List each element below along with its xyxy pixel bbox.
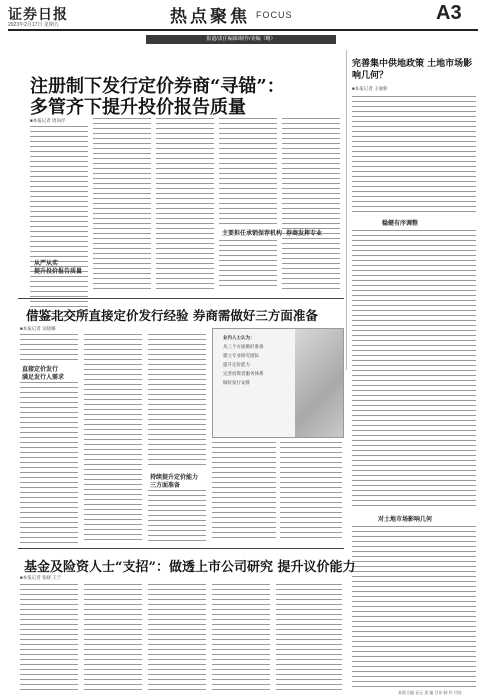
section-title: 热点聚焦 (170, 7, 250, 27)
article3-byline: ■本报记者 张晓 王宁 (20, 575, 62, 580)
article2-subhead1: 直接定价发行 (22, 366, 59, 373)
article2-subhead2b: 三方面准备 (150, 482, 181, 489)
quote-box (212, 328, 344, 438)
sidebar-subhead2: 对土地市场影响几何 (378, 516, 433, 523)
article1-headline-line1: 注册制下发行定价券商“寻锚”： (30, 76, 285, 97)
article-divider-1 (18, 298, 344, 299)
reporter-photo (295, 329, 343, 437)
page-number: A3 (436, 2, 462, 24)
article1-col4-text (219, 118, 277, 228)
article3-col2-text (84, 584, 142, 694)
quote-line-5: 做好发行安排 (223, 380, 250, 385)
quote-line-2: 建立专业研究团队 (223, 353, 259, 358)
sidebar-title: 完善集中供地政策 土地市场影响几何？ (352, 59, 473, 81)
quote-line-1: 从三个方面做好准备 (223, 344, 264, 349)
article1-subhead3: 主要担任承销保荐机构 (222, 230, 283, 237)
article1-subhead1: 从严从实 (34, 260, 59, 267)
quote-line-4: 完善投资者服务体系 (223, 371, 264, 376)
sidebar-text-3 (352, 526, 476, 691)
article2-col1-text (20, 334, 78, 364)
article1-subhead1b: 提升投价报告质量 (34, 268, 83, 275)
article2-col3-text (148, 334, 206, 469)
article3-col1-text (20, 584, 78, 694)
article1-subhead4: 券商发挥专业 (286, 230, 323, 237)
masthead-rule (8, 29, 478, 31)
article2-col2-text (84, 334, 142, 544)
sidebar-byline: ■本报记者 王丽新 (352, 86, 388, 91)
quote-head: 业内人士认为： (223, 335, 255, 340)
sidebar-text-1 (352, 96, 476, 216)
page-footer: 本版主编 袁元 责 编 吕东 制 作 闫亮 (398, 690, 462, 695)
article3-headline: 基金及险资人士“支招”：做透上市公司研究 提升议价能力 (24, 560, 356, 575)
sidebar-text-2 (352, 230, 476, 510)
article3-col4-text (212, 584, 270, 694)
article1-col5-text (282, 118, 340, 293)
article1-col3-text (156, 118, 214, 293)
article3-col3-text (148, 584, 206, 694)
article1-col2-text (93, 118, 151, 293)
sidebar-divider (346, 50, 347, 370)
article2-headline: 借鉴北交所直接定价发行经验 券商需做好三方面准备 (26, 308, 318, 323)
article1-headline-line2: 多管齐下提升投价报告质量 (30, 97, 246, 118)
article2-col4-text (212, 442, 276, 542)
sidebar-subhead: 稳健有序调整 (382, 220, 419, 227)
article2-byline: ■本报记者 吴晓璐 (20, 326, 56, 331)
issue-date: 2023年2月17日 星期五 (8, 22, 59, 28)
article2-subhead2: 持续提升定价能力 (150, 474, 199, 481)
article-divider-2 (18, 548, 344, 549)
section-subtitle: FOCUS (256, 10, 293, 20)
article3-col5-text (276, 584, 342, 694)
quote-line-3: 提升定价能力 (223, 362, 250, 367)
article1-byline: ■本报记者 周尚伃 (30, 118, 66, 123)
article2-col5-text (280, 442, 342, 542)
editor-bar: 报道/责任编辑/制作/美编（略） (146, 35, 336, 44)
newspaper-logo: 证券日报 (8, 7, 68, 23)
article2-subhead1b: 满足发行人需求 (22, 374, 65, 381)
